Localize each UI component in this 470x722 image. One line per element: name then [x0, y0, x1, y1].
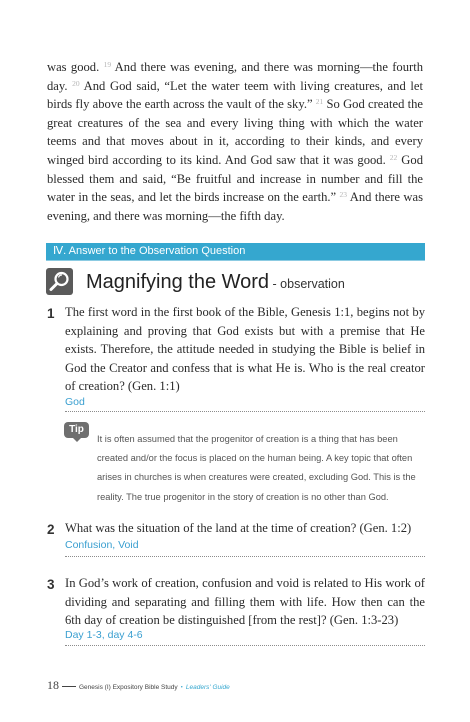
tip-line: It is often assumed that the progenitor of creation is a thing that has been — [97, 434, 398, 444]
passage-text: And there was evening, and there was morning—the fifth day. — [47, 190, 423, 223]
question-number: 3 — [47, 577, 55, 592]
magnify-title: Magnifying the Word — [86, 271, 270, 293]
verse-number: 22 — [389, 152, 398, 162]
tip-text — [97, 430, 418, 507]
book-title: Genesis (I) Expository Bible Study — [79, 684, 178, 691]
tip-line: arises in churches is when creatures were created, excluding God. This is the — [97, 472, 416, 483]
scripture-passage — [47, 58, 423, 225]
question-text: In God’s work of creation, confusion and void is related to His work of dividing and separating and filling them with life. How then can the 6th day of creation be distinguished [from the rest]? (Gen. 1:3-23) — [65, 576, 425, 628]
passage-text: God blessed them and said, “Be fruitful and increase in number and fill the water in the seas, and let the birds increase on the earth.” — [47, 152, 423, 205]
answer-text: God — [65, 396, 85, 408]
leaders-guide-label: Leaders' Guide — [185, 684, 230, 691]
section-title: Ⅳ. Answer to the Observation Question — [53, 245, 246, 257]
question-number: 2 — [47, 522, 55, 537]
answer-underline — [65, 411, 425, 412]
question-text: What was the situation of the land at the time of creation? (Gen. 1:2) — [65, 521, 412, 535]
verse-number: 23 — [339, 190, 348, 200]
passage-text: was good. — [47, 60, 104, 74]
magnifier-icon — [46, 268, 73, 295]
answer-text: Confusion, Void — [65, 539, 139, 551]
section-header-bar — [46, 243, 425, 260]
tip-badge: Tip — [64, 422, 89, 438]
verse-number: 20 — [72, 78, 80, 88]
page-footer — [47, 678, 230, 693]
verse-number: 19 — [103, 60, 112, 69]
tip-line: reality. The true progenitor in the story of creation is no other than God. — [97, 491, 389, 502]
magnify-subtitle: - observation — [269, 277, 345, 291]
page-number: 18 — [47, 678, 59, 692]
passage-text: And God said, “Let the water teem with living creatures, and let birds fly above the earth across the vault of the sky.” — [47, 78, 423, 112]
passage-text: And there was evening, and there was morning—the fourth day. — [47, 60, 424, 93]
verse-number: 21 — [315, 97, 324, 107]
question-number: 1 — [47, 306, 55, 321]
answer-underline — [65, 556, 425, 557]
footer-separator: • — [180, 684, 183, 691]
answer-text: Day 1-3, day 4-6 — [65, 629, 143, 641]
tip-badge-pointer — [72, 437, 82, 442]
footer-rule — [62, 686, 76, 687]
answer-underline — [65, 645, 425, 646]
tip-line: created and/or the focus is placed on the human being. A key topic that often — [97, 453, 413, 464]
question-text: The first word in the first book of the Bible, Genesis 1:1, begins not by explaining and proving that God exists but with a premise that He exists. Therefore, the attitude needed in studying the Bible is belief in God the Creator and confess that is what He is. Who is the real creator of creation? (Gen. 1:1) — [65, 305, 425, 394]
section-divider — [46, 260, 425, 261]
magnify-heading — [86, 269, 345, 297]
passage-text: So God created the great creatures of the sea and every living thing with which the water teems and that moves about in it, according to their kinds, and every winged bird according to its kind. And God saw that it was good. — [47, 97, 423, 167]
